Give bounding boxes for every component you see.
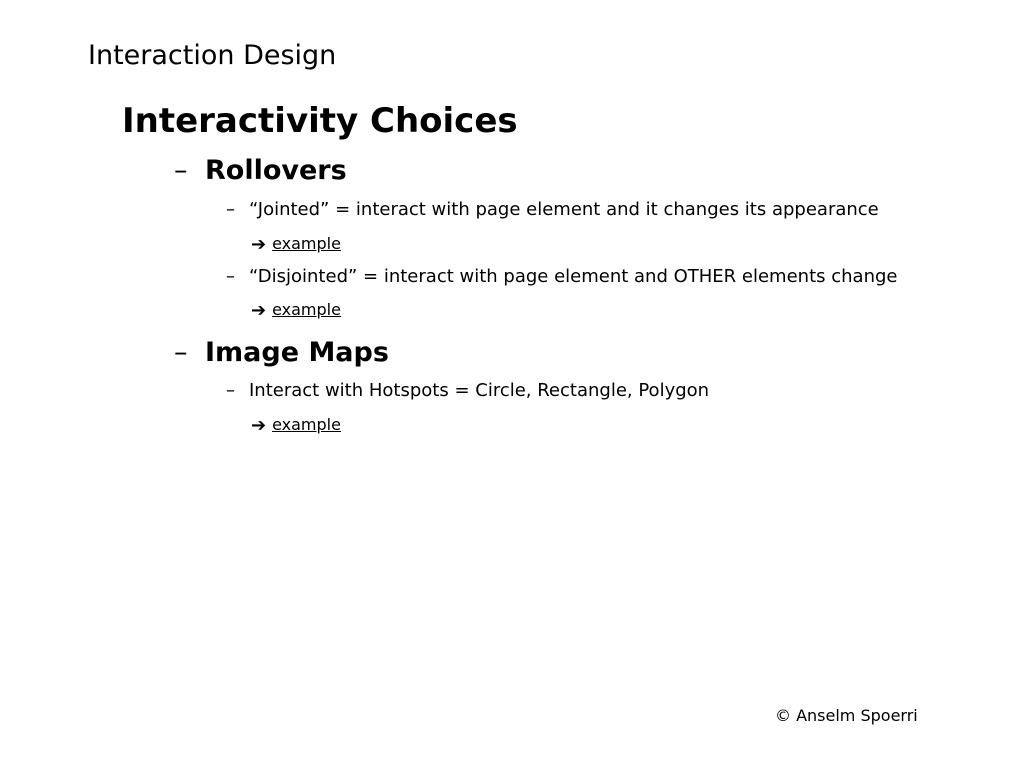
arrow-right-icon: ➔ <box>251 300 267 321</box>
list-item-jointed <box>226 199 879 221</box>
example-link-image-maps[interactable]: example <box>272 415 341 434</box>
bullet-dash: – <box>174 155 188 186</box>
bullet-dash: – <box>174 337 188 368</box>
bullet-dash: – <box>226 380 235 401</box>
list-item-text: “Disjointed” = interact with page element and OTHER elements change <box>249 266 898 287</box>
example-link-row <box>251 234 341 255</box>
section-heading-label: Rollovers <box>205 155 347 186</box>
bullet-dash: – <box>226 199 235 220</box>
example-link-row <box>251 415 341 436</box>
section-heading-rollovers <box>174 155 347 187</box>
example-link-row <box>251 300 341 321</box>
bullet-dash: – <box>226 266 235 287</box>
list-item-disjointed <box>226 266 898 288</box>
arrow-right-icon: ➔ <box>251 415 267 436</box>
course-title: Interaction Design <box>88 40 337 71</box>
copyright-notice: © Anselm Spoerri <box>775 706 918 725</box>
list-item-text: Interact with Hotspots = Circle, Rectangle, Polygon <box>249 380 710 401</box>
example-link-disjointed[interactable]: example <box>272 300 341 319</box>
section-heading-image-maps <box>174 337 389 369</box>
list-item-hotspots <box>226 380 710 402</box>
example-link-jointed[interactable]: example <box>272 234 341 253</box>
arrow-right-icon: ➔ <box>251 234 267 255</box>
section-heading-label: Image Maps <box>205 337 389 368</box>
slide-title: Interactivity Choices <box>122 101 518 141</box>
list-item-text: “Jointed” = interact with page element and it changes its appearance <box>249 199 879 220</box>
